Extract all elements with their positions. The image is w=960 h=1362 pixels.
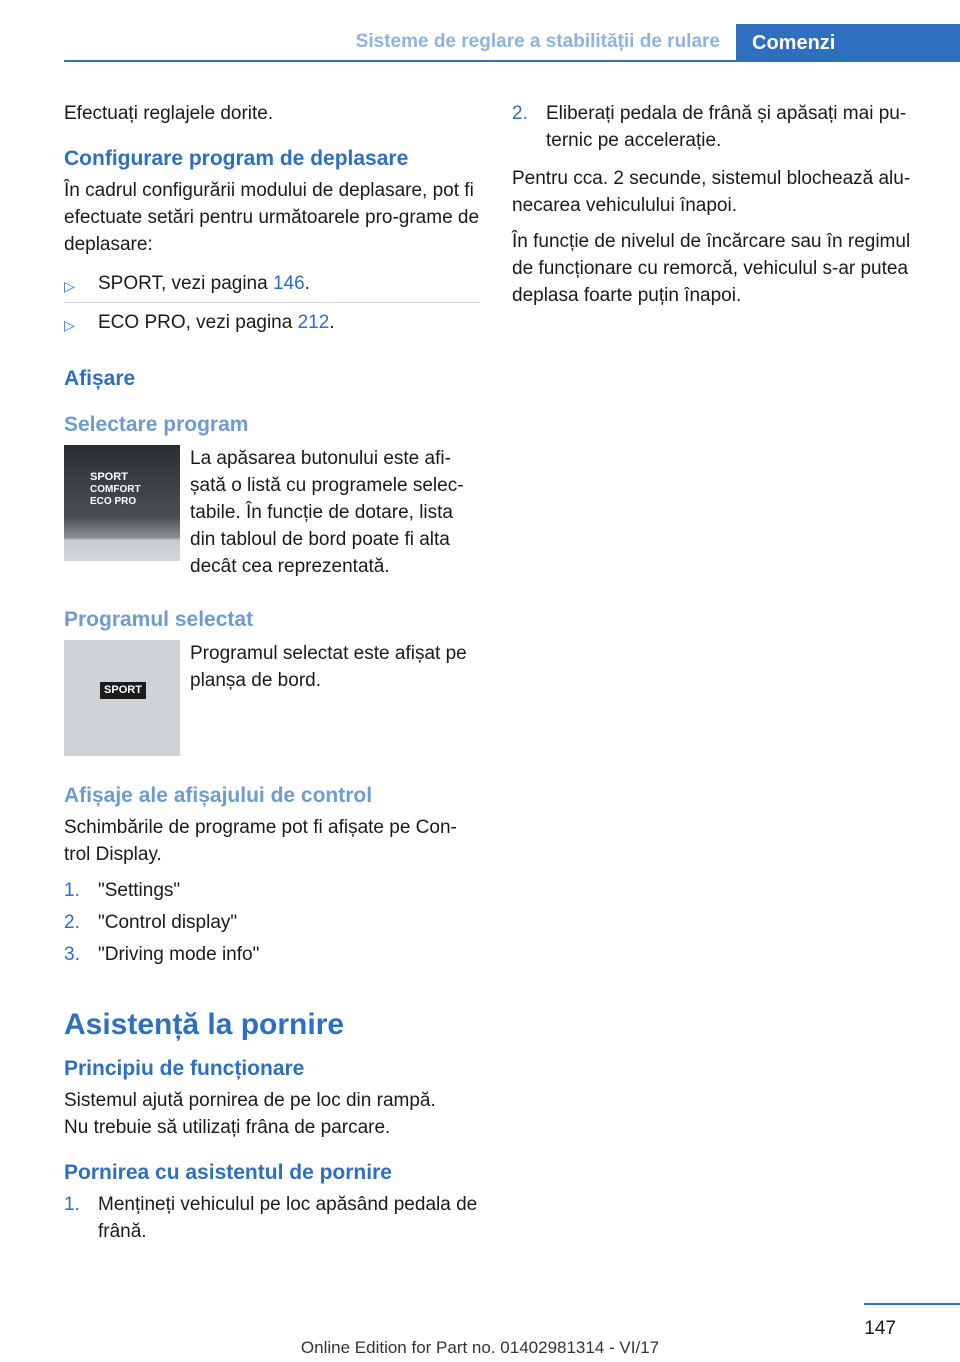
chapter-tab: Comenzi	[736, 24, 960, 62]
right-column	[512, 100, 930, 318]
rollback-text: Pentru cca. 2 secunde, sistemul blochează alu-necarea vehiculului înapoi.	[512, 168, 911, 216]
control-display-heading: Afișaje ale afișajului de control	[64, 784, 373, 807]
program-menu-image	[64, 445, 180, 561]
selected-program-heading: Programul selectat	[64, 608, 254, 631]
header-rule	[64, 60, 736, 62]
section-title: Sisteme de reglare a stabilității de rulare	[355, 31, 720, 52]
page-number: 147	[864, 1318, 896, 1339]
list-item: 1. "Settings"	[64, 880, 181, 901]
trailer-text: În funcție de nivelul de încărcare sau în regimul de funcționare cu remorcă, vehiculul s-ar putea deplasa foarte puțin înapoi.	[512, 231, 911, 306]
display-heading: Afișare	[64, 367, 136, 390]
left-column	[64, 100, 480, 1256]
list-item: 1. Mențineți vehiculul pe loc apăsând pedala de frână.	[64, 1194, 478, 1242]
list-item: ▷ SPORT, vezi pagina 146.	[64, 267, 480, 300]
selected-program-text: Programul selectat este afișat pe planșa de bord.	[190, 643, 467, 691]
start-assist-heading: Asistență la pornire	[64, 1008, 345, 1041]
list-item: 3. "Driving mode info"	[64, 944, 260, 965]
select-program-heading: Selectare program	[64, 413, 249, 436]
start-steps	[64, 1191, 480, 1250]
select-program-text: La apăsarea butonului este afi-șată o listă cu programele selec-tabile. În funcție de dotare, lista din tabloul de bord poate fi alta decât cea reprezentată.	[190, 448, 464, 577]
program-menu: SPORT COMFORT ECO PRO	[90, 471, 141, 507]
control-display-steps	[64, 877, 480, 973]
principle-text-2: Nu trebuie să utilizați frâna de parcare.	[64, 1117, 391, 1138]
config-heading: Configurare program de deplasare	[64, 147, 409, 170]
principle-text-1: Sistemul ajută pornirea de pe loc din rampă.	[64, 1090, 436, 1111]
program-list	[64, 267, 480, 339]
intro-text: Efectuați reglajele dorite.	[64, 103, 274, 124]
edition-note: Online Edition for Part no. 01402981314 - VI/17	[300, 1338, 660, 1357]
triangle-bullet-icon: ▷	[64, 278, 75, 294]
page-reference-link[interactable]: 212	[297, 312, 330, 333]
select-program-figure	[64, 445, 480, 580]
sport-badge: SPORT	[100, 682, 146, 699]
page-header	[64, 24, 960, 62]
control-display-text: Schimbările de programe pot fi afișate pe Con-trol Display.	[64, 817, 457, 865]
config-text: În cadrul configurării modului de deplasare, pot fi efectuate setări pentru următoarele pro-grame de deplasare:	[64, 180, 480, 255]
principle-heading: Principiu de funcționare	[64, 1057, 305, 1080]
start-heading: Pornirea cu asistentul de pornire	[64, 1161, 392, 1184]
triangle-bullet-icon: ▷	[64, 317, 75, 333]
start-steps-continued	[512, 100, 930, 159]
list-item: ▷ ECO PRO, vezi pagina 212.	[64, 302, 480, 339]
list-item: 2. "Control display"	[64, 912, 238, 933]
dashboard-image	[64, 640, 180, 756]
page-reference-link[interactable]: 146	[272, 273, 305, 294]
selected-program-figure	[64, 640, 480, 756]
footer-rule	[864, 1303, 960, 1305]
list-item: 2. Eliberați pedala de frână și apăsați mai pu-ternic pe accelerație.	[512, 103, 907, 151]
